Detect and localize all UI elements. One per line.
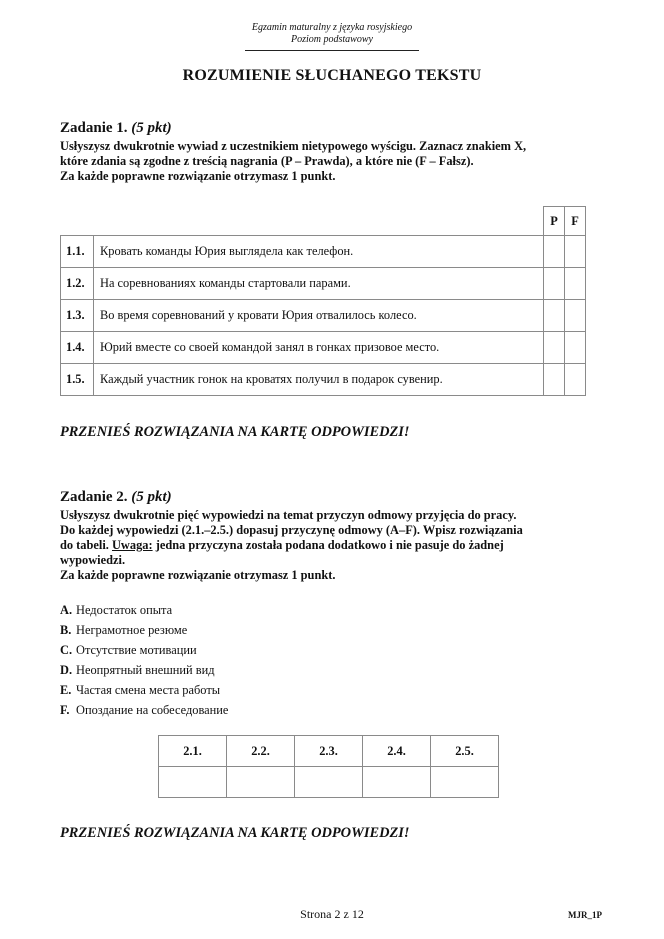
note-label: Uwaga:	[111, 538, 153, 552]
option-letter: D.	[60, 663, 73, 677]
option-letter: A.	[60, 603, 73, 617]
task2-instruction-line: Usłyszysz dwukrotnie pięć wypowiedzi na temat przyczyn odmowy przyjęcia do pracy.	[60, 508, 517, 522]
option-text: Неграмотное резюме	[76, 623, 188, 637]
true-false-table	[60, 206, 586, 396]
option-text: Неопрятный внешний вид	[76, 663, 215, 677]
answer-cell-f[interactable]	[565, 332, 586, 364]
statement-number: 1.5.	[61, 364, 94, 396]
task1-instructions	[60, 139, 590, 184]
reason-options-list	[60, 600, 228, 720]
option-text: Опоздание на собеседование	[76, 703, 229, 717]
task2-instruction-line: Do każdej wypowiedzi (2.1.–2.5.) dopasuj przyczynę odmowy (A–F). Wpisz rozwiązania	[60, 523, 523, 537]
answer-cell-f[interactable]	[565, 236, 586, 268]
option-text: Недостаток опыта	[76, 603, 173, 617]
section-title: ROZUMIENIE SŁUCHANEGO TEKSTU	[182, 67, 482, 84]
answer-cell-p[interactable]	[544, 364, 565, 396]
list-item	[60, 660, 228, 680]
option-letter: E.	[60, 683, 72, 697]
answer-cell-2-5[interactable]	[431, 767, 499, 798]
answer-header: 2.3.	[295, 736, 363, 767]
option-letter: F.	[60, 703, 70, 717]
matching-answer-table	[158, 735, 499, 798]
instruction-text: do tabeli.	[60, 538, 112, 552]
statement-text: Юрий вместе со своей командой занял в гонках призовое место.	[94, 332, 544, 364]
task2-instruction-line: wypowiedzi.	[60, 553, 126, 567]
answer-header: 2.4.	[363, 736, 431, 767]
answer-cell-f[interactable]	[565, 268, 586, 300]
task1-label: Zadanie 1.	[60, 120, 128, 136]
page-number: Strona 2 z 12	[300, 907, 364, 921]
table-row	[61, 300, 586, 332]
task2-instruction-line	[60, 538, 590, 553]
column-p-header: P	[544, 207, 565, 236]
task2-heading	[60, 489, 172, 506]
answer-cell-p[interactable]	[544, 268, 565, 300]
answer-cell-2-2[interactable]	[227, 767, 295, 798]
table-row	[61, 268, 586, 300]
transfer-note: PRZENIEŚ ROZWIĄZANIA NA KARTĘ ODPOWIEDZI!	[60, 424, 410, 440]
list-item	[60, 700, 228, 720]
task1-heading	[60, 120, 172, 137]
statement-number: 1.3.	[61, 300, 94, 332]
option-text: Частая смена места работы	[76, 683, 221, 697]
statement-number: 1.4.	[61, 332, 94, 364]
table-row	[61, 236, 586, 268]
answer-input-row	[159, 767, 499, 798]
task1-instruction-line: Za każde poprawne rozwiązanie otrzymasz 1 punkt.	[60, 169, 336, 183]
task2-label: Zadanie 2.	[60, 489, 128, 505]
list-item	[60, 640, 228, 660]
column-f-header: F	[565, 207, 586, 236]
task1-instruction-line: które zdania są zgodne z treścią nagrania (P – Prawda), a które nie (F – Fałsz).	[60, 154, 474, 168]
option-text: Отсутствие мотивации	[76, 643, 197, 657]
header-divider	[245, 50, 419, 51]
task1-points: (5 pkt)	[131, 120, 172, 136]
table-row	[61, 364, 586, 396]
exam-code: MJR_1P	[568, 910, 602, 920]
instruction-text: jedna przyczyna została podana dodatkowo i nie pasuje do żadnej	[152, 538, 504, 552]
list-item	[60, 680, 228, 700]
answer-cell-p[interactable]	[544, 236, 565, 268]
statement-text: Кровать команды Юрия выглядела как телефон.	[94, 236, 544, 268]
answer-cell-2-3[interactable]	[295, 767, 363, 798]
answer-cell-2-1[interactable]	[159, 767, 227, 798]
answer-header: 2.2.	[227, 736, 295, 767]
table-header-row	[61, 207, 586, 236]
answer-cell-f[interactable]	[565, 300, 586, 332]
table-row	[61, 332, 586, 364]
statement-text: Каждый участник гонок на кроватях получил в подарок сувенир.	[94, 364, 544, 396]
header-level: Poziom podstawowy	[291, 34, 373, 45]
statement-number: 1.1.	[61, 236, 94, 268]
task2-instruction-line: Za każde poprawne rozwiązanie otrzymasz 1 punkt.	[60, 568, 336, 582]
header-exam-name: Egzamin maturalny z języka rosyjskiego	[251, 22, 413, 33]
answer-cell-2-4[interactable]	[363, 767, 431, 798]
answer-cell-p[interactable]	[544, 332, 565, 364]
statement-text: На соревнованиях команды стартовали парами.	[94, 268, 544, 300]
option-letter: C.	[60, 643, 73, 657]
statement-number: 1.2.	[61, 268, 94, 300]
answer-header-row	[159, 736, 499, 767]
answer-header: 2.1.	[159, 736, 227, 767]
task2-points: (5 pkt)	[131, 489, 172, 505]
statement-text: Во время соревнований у кровати Юрия отвалилось колесо.	[94, 300, 544, 332]
list-item	[60, 600, 228, 620]
task1-instruction-line: Usłyszysz dwukrotnie wywiad z uczestnikiem nietypowego wyścigu. Zaznacz znakiem X,	[60, 139, 527, 153]
running-header	[0, 22, 664, 46]
transfer-note: PRZENIEŚ ROZWIĄZANIA NA KARTĘ ODPOWIEDZI!	[60, 825, 410, 841]
list-item	[60, 620, 228, 640]
answer-cell-f[interactable]	[565, 364, 586, 396]
table-header-blank	[61, 207, 544, 236]
task2-instructions	[60, 508, 590, 583]
answer-header: 2.5.	[431, 736, 499, 767]
option-letter: B.	[60, 623, 72, 637]
answer-cell-p[interactable]	[544, 300, 565, 332]
